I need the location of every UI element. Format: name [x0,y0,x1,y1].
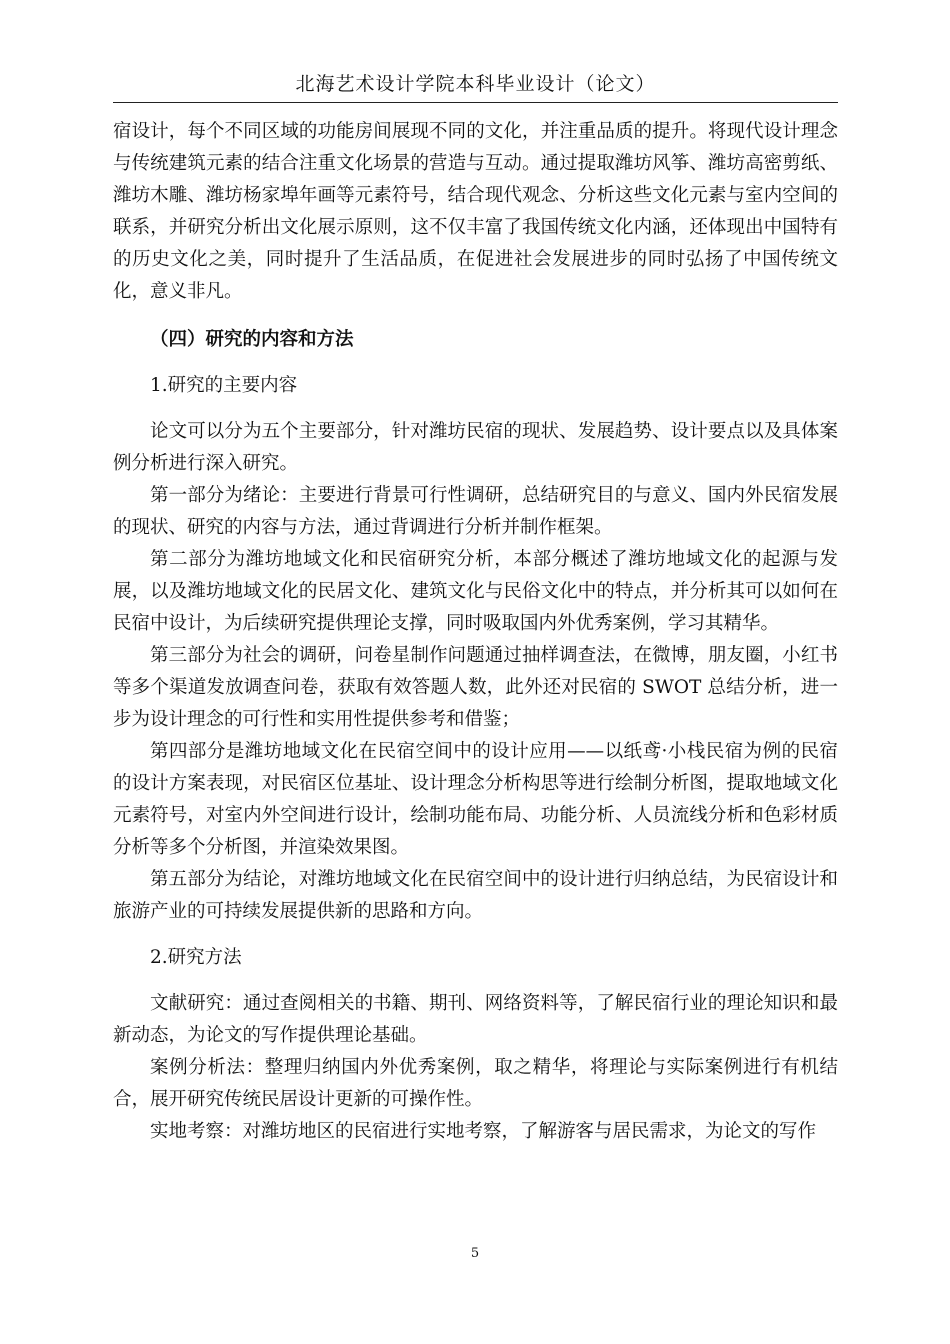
page-header: 北海艺术设计学院本科毕业设计（论文） [295,73,656,95]
paragraph-part-two: 第二部分为潍坊地域文化和民宿研究分析，本部分概述了潍坊地域文化的起源与发展，以及潍坊地域文化的民居文化、建筑文化与民俗文化中的特点，并分析其可以如何在民宿中设计，为后续研究提供理论支撑，同时吸取国内外优秀案例，学习其精华。 [113,549,838,634]
paragraph-continuation: 宿设计，每个不同区域的功能房间展现不同的文化，并注重品质的提升。将现代设计理念与传统建筑元素的结合注重文化场景的营造与互动。通过提取潍坊风筝、潍坊高密剪纸、潍坊木雕、潍坊杨家埠年画等元素符号，结合现代观念、分析这些文化元素与室内空间的联系，并研究分析出文化展示原则，这不仅丰富了我国传统文化内涵，还体现出中国特有的历史文化之美，同时提升了生活品质，在促进社会发展进步的同时弘扬了中国传统文化，意义非凡。 [113,121,838,302]
header-divider [113,102,838,103]
paragraph-part-one: 第一部分为绪论：主要进行背景可行性调研，总结研究目的与意义、国内外民宿发展的现状、研究的内容与方法，通过背调进行分析并制作框架。 [113,485,838,538]
paragraph-literature-research: 文献研究：通过查阅相关的书籍、期刊、网络资料等，了解民宿行业的理论知识和最新动态，为论文的写作提供理论基础。 [113,993,838,1046]
paragraph-field-survey: 实地考察：对潍坊地区的民宿进行实地考察，了解游客与居民需求，为论文的写作 [150,1121,817,1142]
paragraph-part-five: 第五部分为结论，对潍坊地域文化在民宿空间中的设计进行归纳总结，为民宿设计和旅游产业的可持续发展提供新的思路和方向。 [113,869,838,922]
subheading-methods: 2.研究方法 [150,947,242,968]
paragraph-part-three: 第三部分为社会的调研，问卷星制作问题通过抽样调查法，在微博，朋友圈，小红书等多个渠道发放调查问卷，获取有效答题人数，此外还对民宿的 SWOT 总结分析，进一步为设计理念的可行性和实用性提供参考和借鉴； [113,645,838,730]
subheading-main-content: 1.研究的主要内容 [150,375,298,396]
section-heading: （四）研究的内容和方法 [150,329,354,350]
paragraph-part-four: 第四部分是潍坊地域文化在民宿空间中的设计应用——以纸鸢·小栈民宿为例的民宿的设计方案表现，对民宿区位基址、设计理念分析构思等进行绘制分析图，提取地域文化元素符号，对室内外空间进行设计，绘制功能布局、功能分析、人员流线分析和色彩材质分析等多个分析图，并渲染效果图。 [113,741,838,858]
paragraph-overview: 论文可以分为五个主要部分，针对潍坊民宿的现状、发展趋势、设计要点以及具体案例分析进行深入研究。 [113,421,838,474]
page-number: 5 [470,1246,480,1261]
paragraph-case-analysis: 案例分析法：整理归纳国内外优秀案例，取之精华，将理论与实际案例进行有机结合，展开研究传统民居设计更新的可操作性。 [113,1057,838,1110]
document-body [113,116,838,1148]
